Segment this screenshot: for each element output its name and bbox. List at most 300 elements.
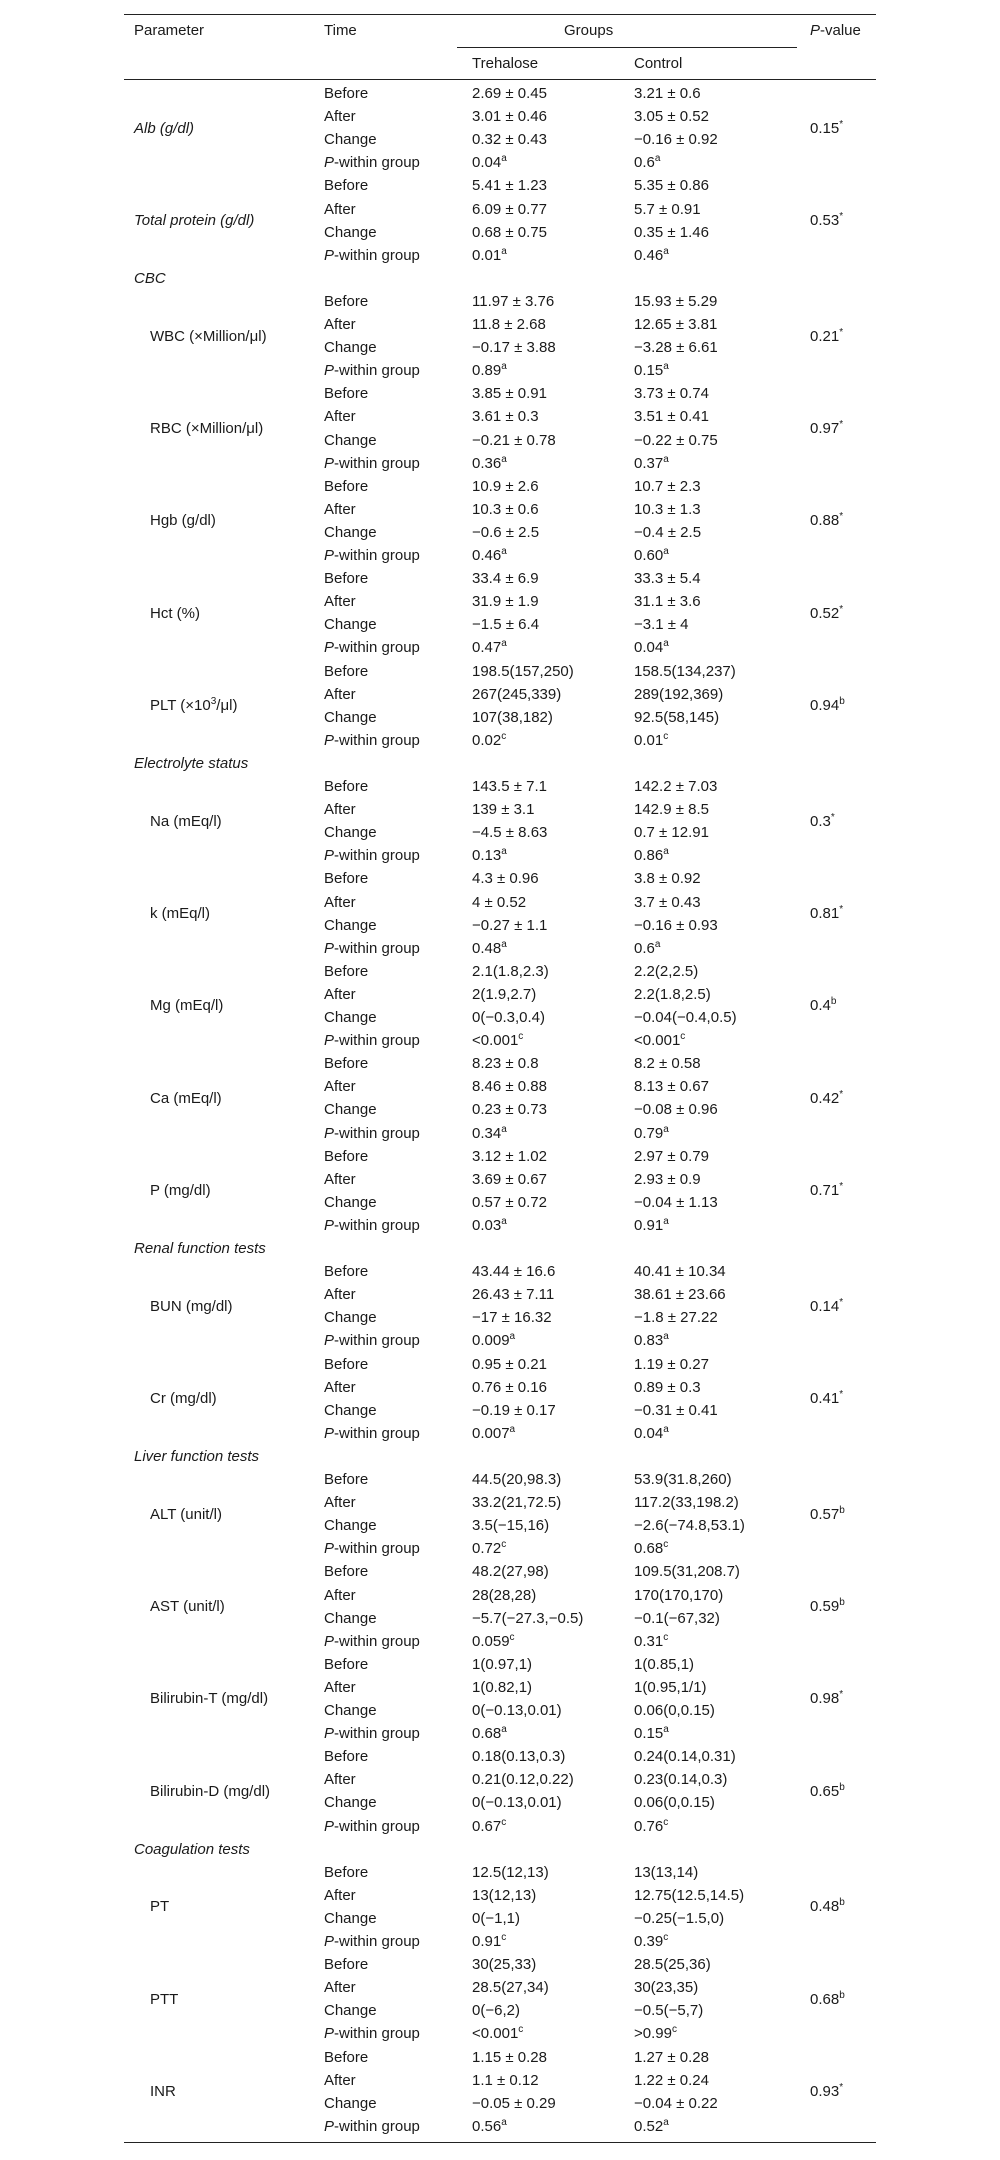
trehalose-value: 3.61 ± 0.3	[472, 408, 539, 426]
p-italic: P	[324, 1124, 335, 1142]
control-value: 13(13,14)	[634, 1863, 699, 1881]
time-label: Change	[324, 339, 377, 357]
parameter-label: WBC (×Million/μl)	[150, 327, 267, 345]
time-label: Change	[324, 1517, 377, 1535]
time-label: After	[324, 200, 356, 218]
control-value: −0.31 ± 0.41	[634, 1401, 718, 1419]
time-label: Change	[324, 1794, 377, 1812]
time-label: After	[324, 593, 356, 611]
trehalose-value: 0.89$^a$	[472, 361, 507, 380]
p-value: 0.98*	[810, 1689, 844, 1708]
time-label: Change	[324, 2002, 377, 2020]
parameter-label: Mg (mEq/l)	[150, 997, 224, 1015]
trehalose-value: 267(245,339)	[472, 685, 562, 703]
time-label: P-within group	[324, 1817, 420, 1835]
time-label: After	[324, 500, 356, 518]
time-label: P-within group	[324, 246, 420, 264]
footnote-marker: *	[839, 326, 844, 338]
p-italic: P	[324, 154, 335, 172]
trehalose-value: 48.2(27,98)	[472, 1563, 549, 1581]
p-value: 0.4$^b$	[810, 996, 837, 1015]
footnote-marker: *	[839, 118, 844, 130]
control-value: 15.93 ± 5.29	[634, 292, 718, 310]
time-label: P-within group	[324, 847, 420, 865]
time-label: Change	[324, 824, 377, 842]
time-label: P-within group	[324, 1933, 420, 1950]
control-value: 117.2(33,198.2)	[634, 1494, 739, 1512]
p-italic: P	[324, 1933, 335, 1950]
footnote-marker: a	[501, 153, 507, 165]
control-value: 142.9 ± 8.5	[634, 801, 709, 819]
control-value: 0.01$^c$	[634, 730, 669, 749]
time-label: P-within group	[324, 1632, 420, 1650]
p-italic: P	[324, 1032, 335, 1050]
control-value: 0.46$^a$	[634, 245, 669, 264]
trehalose-value: 26.43 ± 7.11	[472, 1286, 555, 1304]
time-label: After	[324, 1378, 356, 1396]
p-italic: P	[324, 454, 335, 472]
trehalose-value: 28(28,28)	[472, 1586, 537, 1604]
trehalose-value: 30(25,33)	[472, 1956, 537, 1974]
footnote-marker: b	[839, 1989, 845, 2001]
control-value: 0.35 ± 1.46	[634, 223, 709, 241]
trehalose-value: −5.7(−27.3,−0.5)	[472, 1609, 584, 1627]
parameter-label: ALT (unit/l)	[150, 1505, 222, 1523]
trehalose-value: 10.3 ± 0.6	[472, 500, 539, 518]
trehalose-value: −0.27 ± 1.1	[472, 916, 548, 934]
control-value: 31.1 ± 3.6	[634, 593, 701, 611]
trehalose-value: 1.15 ± 0.28	[472, 2048, 547, 2066]
control-value: 5.35 ± 0.86	[634, 177, 709, 195]
footnote-marker: c	[509, 1631, 515, 1643]
trehalose-value: 1.1 ± 0.12	[472, 2071, 539, 2089]
footnote-marker: a	[501, 1123, 507, 1135]
time-label: Change	[324, 2094, 377, 2112]
control-value: 12.75(12.5,14.5)	[634, 1886, 745, 1904]
parameter-label: Bilirubin-T (mg/dl)	[150, 1690, 269, 1708]
trehalose-value: 0.68 ± 0.75	[472, 223, 547, 241]
time-label: Before	[324, 1147, 369, 1165]
control-value: −3.1 ± 4	[634, 616, 689, 634]
control-value: 8.2 ± 0.58	[634, 1055, 701, 1073]
trehalose-value: 143.5 ± 7.1	[472, 778, 547, 795]
control-value: −0.04 ± 0.22	[634, 2094, 718, 2112]
footnote-marker: *	[839, 904, 844, 916]
trehalose-value: 6.09 ± 0.77	[472, 200, 547, 218]
parameter-label: Hgb (g/dl)	[150, 512, 216, 530]
p-italic: P	[324, 1632, 335, 1650]
footnote-marker: c	[501, 1932, 507, 1943]
trehalose-value: −0.19 ± 0.17	[472, 1401, 556, 1419]
p-italic: P	[324, 847, 335, 865]
footnote-marker: a	[663, 453, 669, 465]
time-label: Before	[324, 85, 369, 102]
control-value: 0.60$^a$	[634, 546, 669, 564]
footnote-marker: a	[663, 245, 669, 257]
p-value: 0.3*	[810, 811, 835, 830]
footnote-marker: *	[839, 603, 844, 615]
control-value: 92.5(58,145)	[634, 708, 720, 726]
trehalose-value: ˂0.001$^c$	[472, 1031, 524, 1050]
footnote-marker: a	[654, 153, 661, 165]
control-value: 0.31$^c$	[634, 1631, 669, 1650]
time-label: After	[324, 1979, 356, 1997]
header-bottom-rule	[124, 79, 876, 80]
control-value: 1.19 ± 0.27	[634, 1355, 709, 1373]
trehalose-value: 3.85 ± 0.91	[472, 385, 547, 403]
p-value: 0.65$^b$	[810, 1781, 845, 1800]
time-label: After	[324, 1494, 356, 1512]
header-pvalue-italic: P	[810, 22, 821, 39]
time-label: Change	[324, 1909, 377, 1927]
parameter-label: Hct (%)	[150, 604, 200, 622]
trehalose-value: 0(−0.3,0.4)	[472, 1009, 545, 1026]
control-value: −0.08 ± 0.96	[634, 1101, 718, 1119]
control-value: 3.7 ± 0.43	[634, 893, 701, 911]
time-label: After	[324, 108, 356, 126]
time-label: P-within group	[324, 939, 420, 957]
time-label: Before	[324, 1355, 369, 1373]
p-italic: P	[324, 246, 335, 264]
control-value: −0.22 ± 0.75	[634, 431, 718, 449]
p-italic: P	[324, 1725, 335, 1743]
p-italic: P	[324, 1216, 335, 1234]
trehalose-value: −4.5 ± 8.63	[472, 824, 548, 842]
p-italic: P	[324, 731, 335, 749]
control-value: 3.05 ± 0.52	[634, 108, 709, 126]
trehalose-value: 0.32 ± 0.43	[472, 131, 547, 149]
control-value: 0.24(0.14,0.31)	[634, 1748, 736, 1766]
trehalose-value: −0.17 ± 3.88	[472, 339, 556, 357]
p-value: 0.41*	[810, 1389, 844, 1408]
footnote-marker: *	[839, 211, 844, 223]
trehalose-value: −17 ± 16.32	[472, 1309, 552, 1327]
trehalose-value: 0.007$^a$	[472, 1423, 516, 1442]
footnote-marker: b	[839, 1897, 845, 1909]
trehalose-value: −0.21 ± 0.78	[472, 431, 556, 449]
control-value: 142.2 ± 7.03	[634, 778, 718, 795]
time-label: Change	[324, 131, 377, 149]
control-value: 0.52$^a$	[634, 2116, 669, 2135]
control-value: 0.39$^c$	[634, 1932, 669, 1950]
time-label: Change	[324, 1101, 377, 1119]
footnote-marker: *	[839, 1088, 844, 1100]
control-value: −0.04 ± 1.13	[634, 1193, 718, 1211]
time-label: After	[324, 801, 356, 819]
p-value: 0.14*	[810, 1296, 844, 1315]
time-label: Change	[324, 1009, 377, 1026]
time-label: Before	[324, 1055, 369, 1073]
control-value: 0.06(0,0.15)	[634, 1794, 715, 1812]
trehalose-value: 44.5(20,98.3)	[472, 1471, 562, 1488]
parameter-label: Alb (g/dl)	[134, 119, 195, 137]
trehalose-value: 0.34$^a$	[472, 1123, 507, 1142]
time-label: Before	[324, 870, 369, 888]
time-label: Before	[324, 1471, 369, 1488]
trehalose-value: 11.97 ± 3.76	[472, 292, 555, 310]
trehalose-value: 2.1(1.8,2.3)	[472, 962, 549, 980]
time-label: Change	[324, 1309, 377, 1327]
control-value: 289(192,369)	[634, 685, 724, 703]
footnote-marker: c	[663, 1816, 669, 1828]
parameter-label: PLT $(\times 10^3/\mu l)$	[150, 696, 238, 715]
footnote-marker: *	[839, 2082, 844, 2094]
time-label: Change	[324, 708, 377, 726]
footnote-marker: a	[663, 638, 669, 650]
trehalose-value: 1(0.82,1)	[472, 1678, 533, 1696]
p-italic: P	[324, 2025, 335, 2043]
footnote-marker: a	[663, 1331, 669, 1343]
time-label: Before	[324, 1563, 369, 1581]
trehalose-value: 1(0.97,1)	[472, 1655, 533, 1673]
control-value: 0.79$^a$	[634, 1123, 669, 1142]
trehalose-value: 0.13$^a$	[472, 846, 507, 865]
parameter-label: Total protein (g/dl)	[134, 212, 255, 230]
footnote-marker: b	[839, 1504, 845, 1516]
header-control: Control	[634, 55, 683, 72]
control-value: −0.25(−1.5,0)	[634, 1909, 725, 1927]
control-value: 40.41 ± 10.34	[634, 1263, 726, 1281]
trehalose-value: 0.76 ± 0.16	[472, 1378, 547, 1396]
p-italic: P	[324, 939, 335, 957]
trehalose-value: 0(−6,2)	[472, 2002, 520, 2020]
p-value: 0.52*	[810, 603, 844, 622]
p-value: 0.15*	[810, 118, 844, 137]
footnote-marker: a	[509, 1331, 516, 1343]
time-label: Before	[324, 385, 369, 403]
parameter-label: Ca (mEq/l)	[150, 1089, 222, 1107]
trehalose-value: 3.69 ± 0.67	[472, 1170, 547, 1188]
trehalose-value: 31.9 ± 1.9	[472, 593, 539, 611]
control-value: 0.91$^a$	[634, 1215, 669, 1234]
time-label: P-within group	[324, 547, 420, 564]
p-value: 0.59$^b$	[810, 1597, 845, 1616]
control-value: 0.7 ± 12.91	[634, 824, 709, 842]
time-label: P-within group	[324, 154, 420, 172]
trehalose-value: 2(1.9,2.7)	[472, 985, 537, 1003]
p-value: 0.21*	[810, 326, 844, 345]
control-value: 0.83$^a$	[634, 1331, 669, 1350]
control-value: 0.89 ± 0.3	[634, 1378, 701, 1396]
control-value: 1(0.85,1)	[634, 1655, 695, 1673]
time-label: P-within group	[324, 2117, 420, 2135]
time-label: After	[324, 1678, 356, 1696]
groups-rule	[457, 47, 797, 48]
parameter-label: Na (mEq/l)	[150, 812, 222, 830]
trehalose-value: 0.009$^a$	[472, 1331, 516, 1350]
footnote-marker: *	[839, 1296, 844, 1308]
trehalose-value: 0.48$^a$	[472, 938, 507, 957]
time-label: Before	[324, 477, 369, 495]
trehalose-value: 0.67$^c$	[472, 1816, 507, 1835]
control-value: −1.8 ± 27.22	[634, 1309, 718, 1327]
control-value: 0.06(0,0.15)	[634, 1702, 715, 1719]
control-value: 1.22 ± 0.24	[634, 2071, 709, 2089]
control-value: −0.1(−67,32)	[634, 1609, 720, 1627]
p-italic: P	[324, 1424, 335, 1442]
trehalose-value: 3.01 ± 0.46	[472, 108, 547, 126]
header-pvalue	[810, 19, 861, 42]
parameter-label: PTT	[150, 1990, 179, 2008]
trehalose-value: 0.72$^c$	[472, 1539, 507, 1558]
footnote-marker: a	[663, 1215, 669, 1227]
trehalose-value: ˂0.001$^c$	[472, 2024, 524, 2043]
section-heading: Electrolyte status	[134, 754, 249, 772]
p-value: 0.48$^b$	[810, 1897, 845, 1916]
trehalose-value: 0(−0.13,0.01)	[472, 1794, 562, 1812]
trehalose-value: 0.56$^a$	[472, 2116, 507, 2135]
control-value: −0.4 ± 2.5	[634, 523, 702, 541]
time-label: P-within group	[324, 454, 420, 472]
footnote-marker: a	[509, 1423, 516, 1435]
trehalose-value: 5.41 ± 1.23	[472, 177, 547, 195]
time-label: Before	[324, 177, 369, 195]
time-label: Change	[324, 1401, 377, 1419]
parameter-label: RBC (×Million/μl)	[150, 419, 264, 437]
footnote-marker: *	[839, 1689, 844, 1701]
time-label: Change	[324, 616, 377, 634]
section-heading: Liver function tests	[134, 1447, 260, 1465]
control-value: 158.5(134,237)	[634, 662, 736, 680]
trehalose-value: 0.23 ± 0.73	[472, 1101, 547, 1119]
control-value: 8.13 ± 0.67	[634, 1078, 709, 1096]
control-value: 10.7 ± 2.3	[634, 477, 701, 495]
control-value: 2.2(1.8,2.5)	[634, 985, 711, 1003]
p-italic: P	[324, 362, 335, 380]
control-value: 0.86$^a$	[634, 846, 669, 865]
p-value: 0.71*	[810, 1181, 844, 1200]
time-label: P-within group	[324, 362, 420, 380]
p-italic: P	[324, 1540, 335, 1558]
p-value: 0.88*	[810, 511, 844, 530]
control-value: 10.3 ± 1.3	[634, 500, 701, 518]
control-value: 1(0.95,1/1)	[634, 1678, 707, 1696]
p-value: 0.81*	[810, 904, 844, 923]
header-time: Time	[324, 22, 357, 39]
control-value: −0.04(−0.4,0.5)	[634, 1009, 737, 1026]
p-value: 0.97*	[810, 418, 844, 437]
trehalose-value: 0.01$^a$	[472, 245, 507, 264]
control-value: 38.61 ± 23.66	[634, 1286, 726, 1304]
control-value: 0.04$^a$	[634, 1423, 669, 1442]
footnote-marker: c	[518, 2024, 524, 2036]
footnote-marker: a	[663, 1123, 669, 1135]
bottom-rule	[124, 2142, 876, 2143]
footnote-marker: a	[654, 938, 661, 950]
header-trehalose: Trehalose	[472, 55, 539, 72]
control-value: 0.68$^c$	[634, 1539, 669, 1558]
time-label: Change	[324, 431, 377, 449]
control-value: 2.93 ± 0.9	[634, 1170, 701, 1188]
footnote-marker: b	[839, 1597, 845, 1609]
section-heading: Renal function tests	[134, 1240, 266, 1257]
control-value: −3.28 ± 6.61	[634, 339, 718, 357]
trehalose-value: 43.44 ± 16.6	[472, 1263, 556, 1281]
trehalose-value: 0.47$^a$	[472, 638, 507, 657]
control-value: 0.37$^a$	[634, 453, 669, 472]
time-label: Before	[324, 2048, 369, 2066]
top-rule	[124, 14, 876, 15]
parameter-label: k (mEq/l)	[150, 905, 210, 923]
time-label: After	[324, 2071, 356, 2089]
trehalose-value: 0.91$^c$	[472, 1932, 507, 1950]
time-label: P-within group	[324, 1332, 420, 1350]
trehalose-value: 0.04$^a$	[472, 153, 507, 172]
control-value: 0.04$^a$	[634, 638, 669, 657]
trehalose-value: 0(−0.13,0.01)	[472, 1702, 562, 1719]
trehalose-value: 0(−1,1)	[472, 1909, 520, 1927]
trehalose-value: −0.05 ± 0.29	[472, 2094, 556, 2112]
footnote-marker: b	[830, 996, 837, 1008]
control-value: −0.16 ± 0.93	[634, 916, 718, 934]
control-value: 2.97 ± 0.79	[634, 1147, 709, 1165]
trehalose-value: 0.059$^c$	[472, 1631, 515, 1650]
trehalose-value: 11.8 ± 2.68	[472, 316, 546, 333]
p-value: 0.57$^b$	[810, 1504, 845, 1523]
control-value: 28.5(25,36)	[634, 1956, 711, 1974]
header-pvalue-rest: -value	[820, 22, 861, 39]
section-heading: Coagulation tests	[134, 1840, 250, 1858]
control-value: 30(23,35)	[634, 1979, 699, 1997]
footnote-marker: a	[501, 1724, 507, 1736]
control-value: 5.7 ± 0.91	[634, 200, 701, 218]
time-label: Before	[324, 962, 369, 980]
control-value: −0.16 ± 0.92	[634, 131, 718, 149]
control-value: 1.27 ± 0.28	[634, 2048, 709, 2066]
trehalose-value: −0.6 ± 2.5	[472, 523, 540, 541]
footnote-marker: a	[501, 638, 507, 650]
footnote-marker: b	[839, 1781, 845, 1793]
time-label: P-within group	[324, 1124, 420, 1142]
footnote-marker: c	[501, 1539, 507, 1551]
p-value: 0.53*	[810, 211, 844, 230]
control-value: −2.6(−74.8,53.1)	[634, 1517, 745, 1535]
time-label: After	[324, 1170, 356, 1188]
p-value: 0.68$^b$	[810, 1989, 845, 2008]
control-value: 0.6$^a$	[634, 153, 661, 172]
time-label: Before	[324, 1263, 369, 1281]
footnote-marker: c	[501, 730, 507, 742]
section-heading: CBC	[134, 269, 166, 287]
control-value: 3.21 ± 0.6	[634, 85, 701, 102]
footnote-marker: c	[671, 2024, 677, 2036]
trehalose-value: 0.36$^a$	[472, 453, 507, 472]
trehalose-value: 2.69 ± 0.45	[472, 85, 547, 102]
time-label: P-within group	[324, 2025, 420, 2043]
control-value: 109.5(31,208.7)	[634, 1563, 740, 1581]
time-label: Before	[324, 292, 369, 310]
time-label: Before	[324, 1956, 369, 1974]
time-label: P-within group	[324, 731, 420, 749]
time-label: Before	[324, 662, 369, 680]
time-label: P-within group	[324, 1216, 420, 1234]
trehalose-value: 0.18(0.13,0.3)	[472, 1748, 566, 1766]
control-value: 0.15$^a$	[634, 1724, 669, 1743]
control-value: 33.3 ± 5.4	[634, 570, 701, 588]
p-italic: P	[324, 547, 335, 564]
control-value: 53.9(31.8,260)	[634, 1471, 732, 1488]
parameter-label: P (mg/dl)	[150, 1182, 211, 1200]
trehalose-value: 107(38,182)	[472, 708, 553, 726]
time-label: P-within group	[324, 1424, 420, 1442]
time-label: Before	[324, 570, 369, 588]
footnote-marker: a	[501, 453, 507, 465]
trehalose-value: 12.5(12,13)	[472, 1863, 549, 1881]
footnote-marker: a	[501, 546, 507, 557]
footnote-marker: a	[501, 938, 507, 950]
control-value: 3.73 ± 0.74	[634, 385, 709, 403]
footnote-marker: a	[501, 245, 507, 257]
